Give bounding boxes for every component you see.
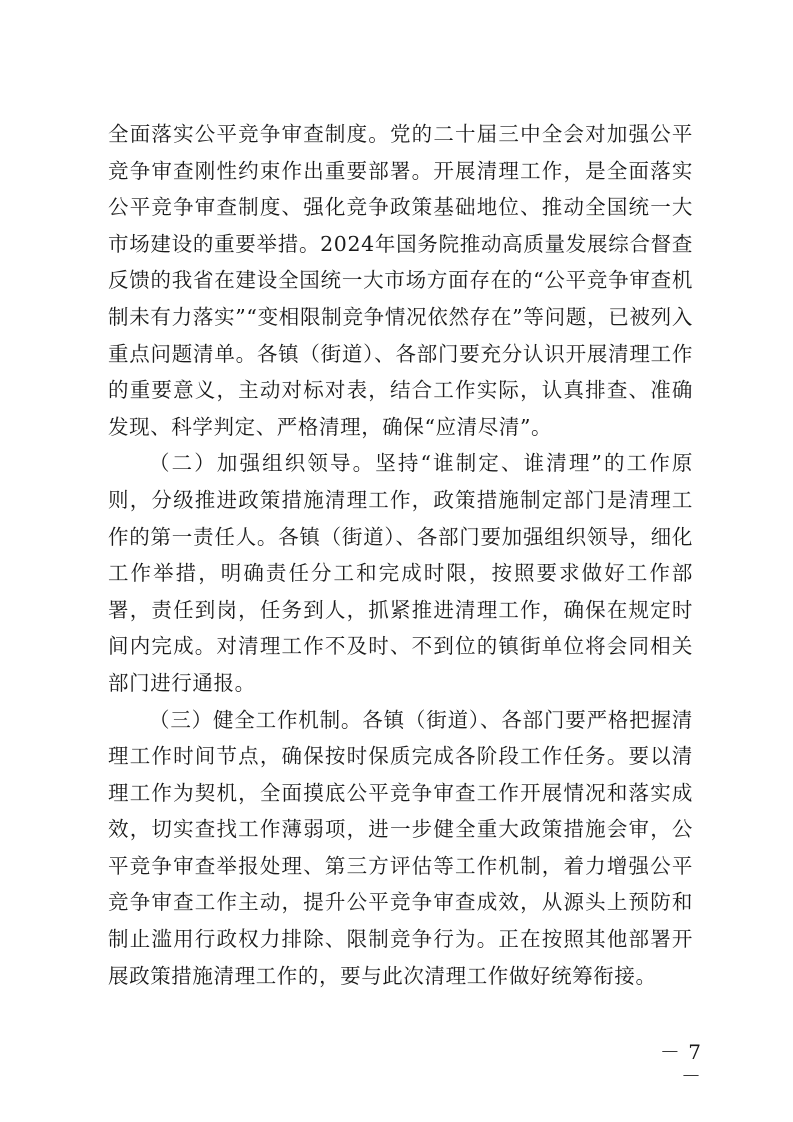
paragraph-work-mechanism: [108, 702, 693, 995]
paragraph-organizational-leadership: [108, 445, 693, 701]
paragraph-text: 各镇（街道）、各部门要严格把握清理工作时间节点，确保按时保质完成各阶段工作任务。要以清理工作为契机，全面摸底公平竞争审查工作开展情况和落实成效，切实查找工作薄弱项，进一步健全重大政策措施会审，公平竞争审查举报处理、第三方评估等工作机制，着力增强公平竞争审查工作主动，提升公平竞争审查成效，从源头上预防和制止滥用行政权力排除、限制竞争行为。正在按照其他部署开展政策措施清理工作的，要与此次清理工作做好统筹衔接。: [108, 707, 693, 988]
section-heading-2: （二）加强组织领导。: [149, 451, 376, 476]
body-text: [108, 116, 693, 994]
section-heading-3: （三）健全工作机制。: [149, 707, 363, 732]
page-number: － 7 －: [659, 1040, 702, 1088]
paragraph-text: 全面落实公平竞争审查制度。党的二十届三中全会对加强公平竞争审查刚性约束作出重要部署。开展清理工作，是全面落实公平竞争审查制度、强化竞争政策基础地位、推动全国统一大市场建设的重要举措。2024年国务院推动高质量发展综合督查反馈的我省在建设全国统一大市场方面存在的“公平竞争审查机制未有力落实”“变相限制竞争情况依然存在”等问题，已被列入重点问题清单。各镇（街道）、各部门要充分认识开展清理工作的重要意义，主动对标对表，结合工作实际，认真排查、准确发现、科学判定、严格清理，确保“应清尽清”。: [108, 122, 693, 439]
paragraph-fair-competition-review: [108, 116, 693, 445]
paragraph-text: 坚持“谁制定、谁清理”的工作原则，分级推进政策措施清理工作，政策措施制定部门是清理工作的第一责任人。各镇（街道）、各部门要加强组织领导，细化工作举措，明确责任分工和完成时限，按照要求做好工作部署，责任到岗，任务到人，抓紧推进清理工作，确保在规定时间内完成。对清理工作不及时、不到位的镇街单位将会同相关部门进行通报。: [108, 451, 694, 695]
